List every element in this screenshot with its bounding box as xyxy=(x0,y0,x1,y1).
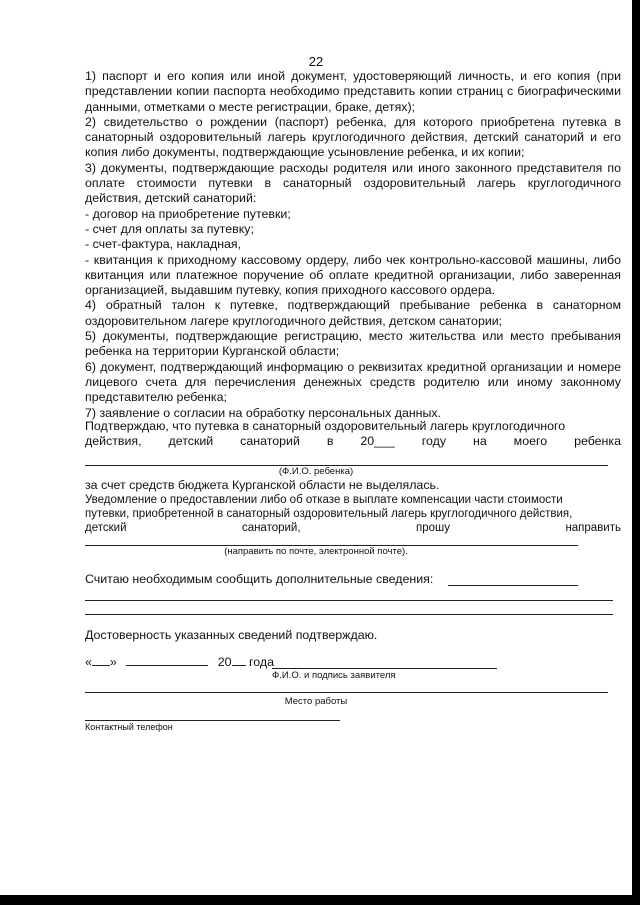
list-item: 7) заявление о согласии на обработку персональных данных. xyxy=(85,405,442,420)
notice-word: прошу xyxy=(416,522,450,534)
confirm-word: в xyxy=(326,434,334,449)
confirmation-block xyxy=(85,419,621,450)
confirm-word: действия, xyxy=(85,434,142,449)
signature-caption: Ф.И.О. и подпись заявителя xyxy=(272,670,396,681)
date-year-prefix: 20 xyxy=(217,655,232,669)
additional-info-label: Считаю необходимым сообщить дополнительные сведения: xyxy=(85,572,434,586)
notice-word: санаторий, xyxy=(241,522,301,534)
confirm-word: детский xyxy=(168,434,214,449)
list-item: 6) документ, подтверждающий информацию о реквизитах кредитной организации и номере лицевого счета для перечисления денежных средств родителю или иному законному представителю ребенка; xyxy=(85,359,621,405)
list-item: 3) документы, подтверждающие расходы родителя или иного законного представителя по оплате стоимости путевки в санаторный оздоровительный лагерь круглогодичного действия, детский санаторий: xyxy=(85,160,621,206)
phone-caption: Контактный телефон xyxy=(85,722,173,732)
confirm-word: моего xyxy=(513,434,548,449)
date-year-suffix: года xyxy=(248,655,274,669)
workplace-field[interactable] xyxy=(85,692,608,693)
budget-line xyxy=(85,478,621,493)
list-item: 4) обратный талон к путевке, подтверждающий пребывание ребенка в санаторном оздоровительном лагере круглогодичного действия, детском санатории; xyxy=(85,298,621,328)
confirm-word: году xyxy=(421,434,447,449)
date-day-field[interactable] xyxy=(92,665,110,666)
notice-line-1: Уведомление о предоставлении либо об отказе в выплате компенсации части стоимости xyxy=(85,494,563,506)
scan-edge-right xyxy=(632,0,640,905)
notice-word: направить xyxy=(565,522,621,534)
notice-line-3 xyxy=(85,521,621,535)
required-documents-list xyxy=(85,69,621,421)
confirm-word: санаторий xyxy=(240,434,300,449)
confirm-word: на xyxy=(473,434,487,449)
list-item: - квитанция к приходному кассовому ордеру, либо чек контрольно-кассовой машины, либо квитанция или платежное поручение об оплате кредитной организации, либо заверенная организацией, выдавшим путевку, копия приходного кассового ордера. xyxy=(85,252,621,298)
certify-block xyxy=(85,628,621,643)
delivery-method-caption: (направить по почте, электронной почте). xyxy=(224,546,408,557)
additional-info-field[interactable] xyxy=(448,585,578,586)
workplace-caption: Место работы xyxy=(284,696,348,707)
notice-block xyxy=(85,493,621,535)
signature-field[interactable] xyxy=(272,668,497,669)
additional-info-line[interactable] xyxy=(85,614,613,615)
scan-edge-bottom xyxy=(0,895,640,905)
confirm-year-field[interactable]: 20___ xyxy=(360,434,395,449)
list-item: 2) свидетельство о рождении (паспорт) ребенка, для которого приобретена путевка в санаторный оздоровительный лагерь круглогодичного действия, детский санаторий и его копия либо документы, подтверждающие усыновление ребенка, и их копии; xyxy=(85,114,621,160)
confirm-line-1: Подтверждаю, что путевка в санаторный оздоровительный лагерь круглогодичного xyxy=(85,419,566,433)
page-number: 22 xyxy=(308,54,324,69)
list-item: 5) документы, подтверждающие регистрацию, место жительства или место пребывания ребенка на территории Курганской области; xyxy=(85,329,621,359)
additional-info-line[interactable] xyxy=(85,600,613,601)
date-year-field[interactable] xyxy=(232,665,246,666)
confirm-line-2 xyxy=(85,434,621,449)
certify-text: Достоверность указанных сведений подтверждаю. xyxy=(85,628,378,642)
list-item: 1) паспорт и его копия или иной документ, удостоверяющий личность, и его копия (при представлении копии паспорта необходимо представить копии страниц с биографическими данными, отметками о месте регистрации, браке, детях); xyxy=(85,69,621,114)
list-item: - договор на приобретение путевки; xyxy=(85,206,291,221)
child-name-caption: (Ф.И.О. ребенка) xyxy=(278,466,354,477)
date-close-quote: » xyxy=(109,655,117,669)
confirm-word: ребенка xyxy=(574,434,621,449)
date-open-quote: « xyxy=(85,655,92,669)
budget-text: за счет средств бюджета Курганской области не выделялась. xyxy=(85,478,440,492)
notice-line-2: путевки, приобретенной в санаторный оздоровительный лагерь круглогодичного действия, xyxy=(85,508,573,520)
list-item: - счет для оплаты за путевку; xyxy=(85,221,254,236)
phone-field[interactable] xyxy=(85,720,340,721)
date-month-field[interactable] xyxy=(126,665,208,666)
notice-word: детский xyxy=(85,522,127,534)
list-item: - счет-фактура, накладная, xyxy=(85,237,242,252)
